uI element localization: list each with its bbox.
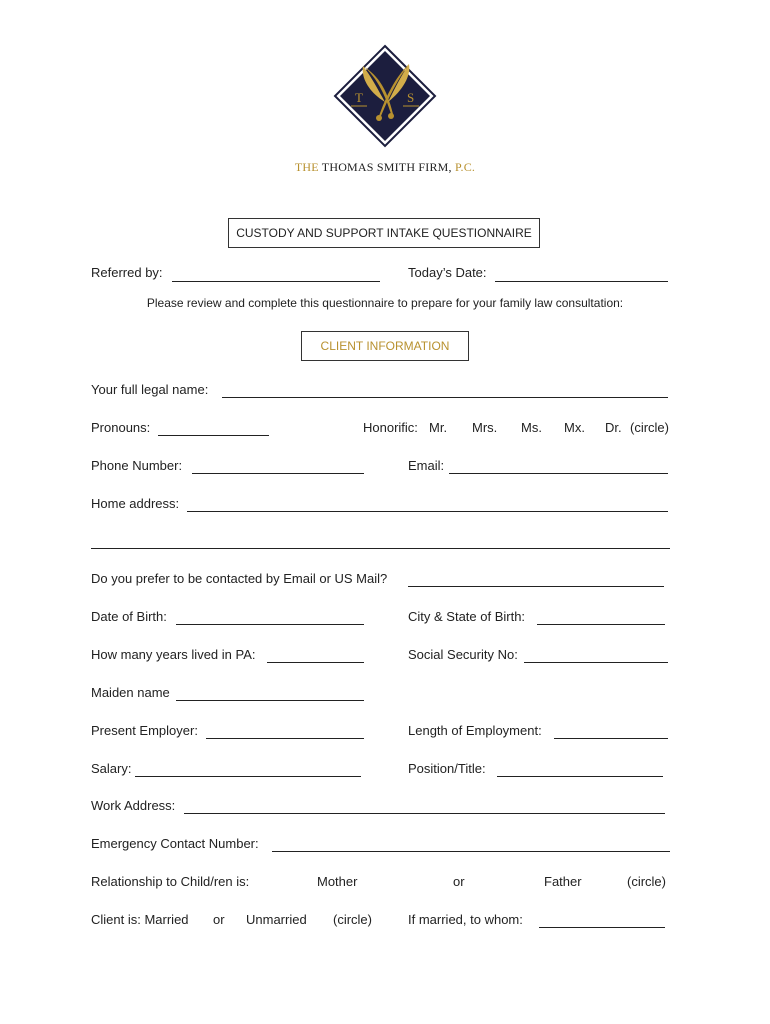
client-married-option[interactable]: Client is: Married xyxy=(91,912,189,927)
relationship-father[interactable]: Father xyxy=(544,874,582,889)
honorific-circle-note: (circle) xyxy=(630,420,669,435)
salary-field[interactable] xyxy=(135,776,361,777)
phone-field[interactable] xyxy=(192,473,364,474)
position-label: Position/Title: xyxy=(408,761,486,776)
years-in-pa-label: How many years lived in PA: xyxy=(91,647,256,662)
home-address-field[interactable] xyxy=(187,511,668,512)
email-field[interactable] xyxy=(449,473,668,474)
work-address-label: Work Address: xyxy=(91,798,176,813)
home-address-label: Home address: xyxy=(91,496,180,511)
maiden-name-field[interactable] xyxy=(176,700,364,701)
full-legal-name-field[interactable] xyxy=(222,397,668,398)
pronouns-label: Pronouns: xyxy=(91,420,151,435)
birth-place-label: City & State of Birth: xyxy=(408,609,526,624)
honorific-dr[interactable]: Dr. xyxy=(605,420,622,435)
employer-field[interactable] xyxy=(206,738,364,739)
referred-by-label: Referred by: xyxy=(91,265,163,280)
todays-date-field[interactable] xyxy=(495,281,668,282)
date-of-birth-label: Date of Birth: xyxy=(91,609,167,624)
honorific-mr[interactable]: Mr. xyxy=(429,420,448,435)
home-address-field-line-2[interactable] xyxy=(91,548,670,549)
relationship-circle-note: (circle) xyxy=(627,874,666,889)
logo-letter-s: S xyxy=(407,90,415,105)
birth-place-field[interactable] xyxy=(537,624,665,625)
form-title: CUSTODY AND SUPPORT INTAKE QUESTIONNAIRE xyxy=(228,218,540,248)
employment-length-field[interactable] xyxy=(554,738,668,739)
section-client-information: CLIENT INFORMATION xyxy=(301,331,469,361)
position-field[interactable] xyxy=(497,776,663,777)
maiden-name-label: Maiden name xyxy=(91,685,170,700)
client-unmarried-option[interactable]: Unmarried xyxy=(246,912,307,927)
honorific-mx[interactable]: Mx. xyxy=(564,420,585,435)
work-address-field[interactable] xyxy=(184,813,665,814)
marital-circle-note: (circle) xyxy=(333,912,372,927)
relationship-label: Relationship to Child/ren is: xyxy=(91,874,250,889)
salary-label: Salary: xyxy=(91,761,132,776)
years-in-pa-field[interactable] xyxy=(267,662,364,663)
firm-pc: P.C. xyxy=(454,160,476,174)
firm-logo xyxy=(333,44,437,148)
full-legal-name-label: Your full legal name: xyxy=(91,382,209,397)
firm-main-name: THOMAS SMITH FIRM, xyxy=(321,160,452,174)
employment-length-label: Length of Employment: xyxy=(408,723,542,738)
married-to-label: If married, to whom: xyxy=(408,912,523,927)
married-to-field[interactable] xyxy=(539,927,665,928)
phone-label: Phone Number: xyxy=(91,458,183,473)
ssn-label: Social Security No: xyxy=(408,647,518,662)
contact-preference-field[interactable] xyxy=(408,586,664,587)
honorific-label: Honorific: xyxy=(363,420,418,435)
relationship-or: or xyxy=(453,874,465,889)
marital-or: or xyxy=(213,912,225,927)
honorific-ms[interactable]: Ms. xyxy=(521,420,542,435)
firm-name xyxy=(0,160,770,175)
honorific-mrs[interactable]: Mrs. xyxy=(472,420,498,435)
emergency-contact-field[interactable] xyxy=(272,851,670,852)
instructions: Please review and complete this questionnaire to prepare for your family law consultation: xyxy=(146,296,624,310)
referred-by-field[interactable] xyxy=(172,281,380,282)
relationship-mother[interactable]: Mother xyxy=(317,874,358,889)
contact-preference-label: Do you prefer to be contacted by Email or US Mail? xyxy=(91,571,388,586)
pronouns-field[interactable] xyxy=(158,435,269,436)
employer-label: Present Employer: xyxy=(91,723,198,738)
email-label: Email: xyxy=(408,458,445,473)
firm-the: THE xyxy=(294,160,319,174)
todays-date-label: Today’s Date: xyxy=(408,265,487,280)
emergency-contact-label: Emergency Contact Number: xyxy=(91,836,259,851)
date-of-birth-field[interactable] xyxy=(176,624,364,625)
ssn-field[interactable] xyxy=(524,662,668,663)
logo-letter-t: T xyxy=(355,90,363,105)
